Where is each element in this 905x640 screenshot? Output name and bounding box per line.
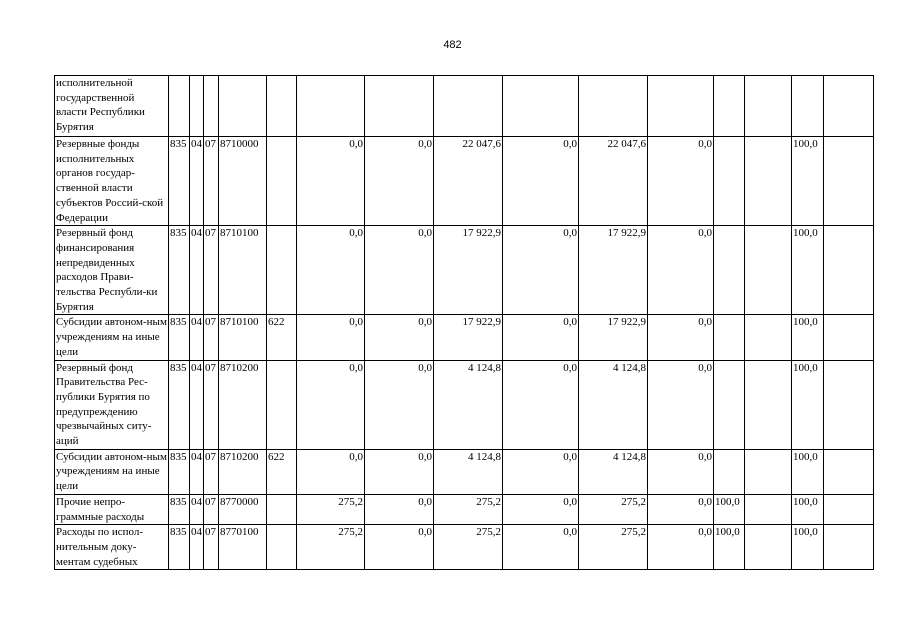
code-admin: 835: [169, 525, 190, 570]
table-row: [55, 525, 874, 570]
value-10: [824, 449, 874, 494]
row-name: Прочие непро-граммные расходы: [55, 494, 169, 524]
percent-2: 100,0: [792, 525, 824, 570]
code-target: 8710000: [219, 137, 267, 226]
value-5: 4 124,8: [579, 449, 648, 494]
percent-2: 100,0: [792, 449, 824, 494]
value-8: [745, 360, 792, 449]
value-10: [824, 360, 874, 449]
value-3: 4 124,8: [434, 449, 503, 494]
code-section: 04: [190, 226, 204, 315]
value-2: 0,0: [365, 226, 434, 315]
code-expense-type: [267, 360, 297, 449]
percent-1: 100,0: [714, 525, 745, 570]
value-2: [365, 76, 434, 137]
row-name: Резервные фонды исполнительных органов государ-ственной власти субъектов Россий-ской Федерации: [55, 137, 169, 226]
value-4: 0,0: [503, 360, 579, 449]
code-admin: 835: [169, 315, 190, 360]
value-10: [824, 226, 874, 315]
code-expense-type: [267, 76, 297, 137]
value-8: [745, 449, 792, 494]
code-admin: 835: [169, 449, 190, 494]
value-6: 0,0: [648, 226, 714, 315]
code-admin: 835: [169, 137, 190, 226]
row-name: Резервный фонд финансирования непредвиденных расходов Прави-тельства Республи-ки Бурятия: [55, 226, 169, 315]
percent-2: [792, 76, 824, 137]
value-1: 0,0: [297, 449, 365, 494]
value-1: [297, 76, 365, 137]
value-4: 0,0: [503, 137, 579, 226]
value-3: [434, 76, 503, 137]
value-8: [745, 494, 792, 524]
row-name: исполнительной государственной власти Республики Бурятия: [55, 76, 169, 137]
code-target: 8710100: [219, 226, 267, 315]
value-4: 0,0: [503, 315, 579, 360]
value-2: 0,0: [365, 449, 434, 494]
value-3: 22 047,6: [434, 137, 503, 226]
code-section: 04: [190, 449, 204, 494]
code-target: 8710200: [219, 449, 267, 494]
value-6: 0,0: [648, 360, 714, 449]
value-5: 275,2: [579, 494, 648, 524]
code-subsection: 07: [204, 315, 219, 360]
value-6: 0,0: [648, 525, 714, 570]
value-1: 0,0: [297, 360, 365, 449]
value-2: 0,0: [365, 137, 434, 226]
value-5: 275,2: [579, 525, 648, 570]
code-section: 04: [190, 494, 204, 524]
page-number: 482: [443, 39, 462, 51]
percent-2: 100,0: [792, 137, 824, 226]
value-6: 0,0: [648, 494, 714, 524]
code-admin: 835: [169, 226, 190, 315]
code-subsection: [204, 76, 219, 137]
value-8: [745, 315, 792, 360]
code-expense-type: 622: [267, 315, 297, 360]
value-8: [745, 525, 792, 570]
value-10: [824, 315, 874, 360]
value-4: [503, 76, 579, 137]
code-section: 04: [190, 360, 204, 449]
percent-1: [714, 226, 745, 315]
value-10: [824, 137, 874, 226]
code-subsection: 07: [204, 449, 219, 494]
value-6: [648, 76, 714, 137]
value-6: 0,0: [648, 137, 714, 226]
value-3: 275,2: [434, 525, 503, 570]
value-3: 275,2: [434, 494, 503, 524]
value-8: [745, 137, 792, 226]
value-10: [824, 525, 874, 570]
code-section: 04: [190, 315, 204, 360]
value-1: 0,0: [297, 226, 365, 315]
value-3: 17 922,9: [434, 226, 503, 315]
value-3: 4 124,8: [434, 360, 503, 449]
value-5: 17 922,9: [579, 315, 648, 360]
code-admin: 835: [169, 360, 190, 449]
percent-1: [714, 315, 745, 360]
value-8: [745, 226, 792, 315]
code-section: 04: [190, 137, 204, 226]
code-expense-type: [267, 137, 297, 226]
row-name: Резервный фонд Правительства Рес-публики Бурятия по предупреждению чрезвычайных ситу-аций: [55, 360, 169, 449]
value-6: 0,0: [648, 315, 714, 360]
table-row: [55, 315, 874, 360]
table-row: [55, 76, 874, 137]
value-10: [824, 76, 874, 137]
code-admin: [169, 76, 190, 137]
table-row: [55, 494, 874, 524]
value-2: 0,0: [365, 494, 434, 524]
percent-2: 100,0: [792, 494, 824, 524]
code-subsection: 07: [204, 137, 219, 226]
code-section: 04: [190, 525, 204, 570]
code-subsection: 07: [204, 360, 219, 449]
code-subsection: 07: [204, 525, 219, 570]
value-5: 22 047,6: [579, 137, 648, 226]
value-5: [579, 76, 648, 137]
code-expense-type: [267, 525, 297, 570]
percent-1: [714, 360, 745, 449]
code-target: 8710100: [219, 315, 267, 360]
value-1: 0,0: [297, 137, 365, 226]
value-4: 0,0: [503, 494, 579, 524]
code-expense-type: [267, 494, 297, 524]
value-1: 275,2: [297, 525, 365, 570]
budget-table: [54, 75, 874, 570]
table-row: [55, 360, 874, 449]
table-row: [55, 449, 874, 494]
value-3: 17 922,9: [434, 315, 503, 360]
percent-2: 100,0: [792, 315, 824, 360]
percent-1: [714, 76, 745, 137]
value-2: 0,0: [365, 360, 434, 449]
code-target: 8710200: [219, 360, 267, 449]
code-target: 8770000: [219, 494, 267, 524]
value-10: [824, 494, 874, 524]
value-5: 17 922,9: [579, 226, 648, 315]
value-4: 0,0: [503, 449, 579, 494]
percent-1: 100,0: [714, 494, 745, 524]
code-expense-type: 622: [267, 449, 297, 494]
value-4: 0,0: [503, 525, 579, 570]
code-subsection: 07: [204, 494, 219, 524]
value-5: 4 124,8: [579, 360, 648, 449]
code-admin: 835: [169, 494, 190, 524]
value-2: 0,0: [365, 315, 434, 360]
value-1: 0,0: [297, 315, 365, 360]
code-target: [219, 76, 267, 137]
value-4: 0,0: [503, 226, 579, 315]
percent-1: [714, 449, 745, 494]
table-row: [55, 226, 874, 315]
code-target: 8770100: [219, 525, 267, 570]
code-section: [190, 76, 204, 137]
percent-2: 100,0: [792, 226, 824, 315]
value-2: 0,0: [365, 525, 434, 570]
row-name: Расходы по испол-нительным доку-ментам судебных: [55, 525, 169, 570]
table-row: [55, 137, 874, 226]
value-8: [745, 76, 792, 137]
percent-2: 100,0: [792, 360, 824, 449]
row-name: Субсидии автоном-ным учреждениям на иные цели: [55, 449, 169, 494]
percent-1: [714, 137, 745, 226]
value-1: 275,2: [297, 494, 365, 524]
code-subsection: 07: [204, 226, 219, 315]
row-name: Субсидии автоном-ным учреждениям на иные цели: [55, 315, 169, 360]
value-6: 0,0: [648, 449, 714, 494]
code-expense-type: [267, 226, 297, 315]
